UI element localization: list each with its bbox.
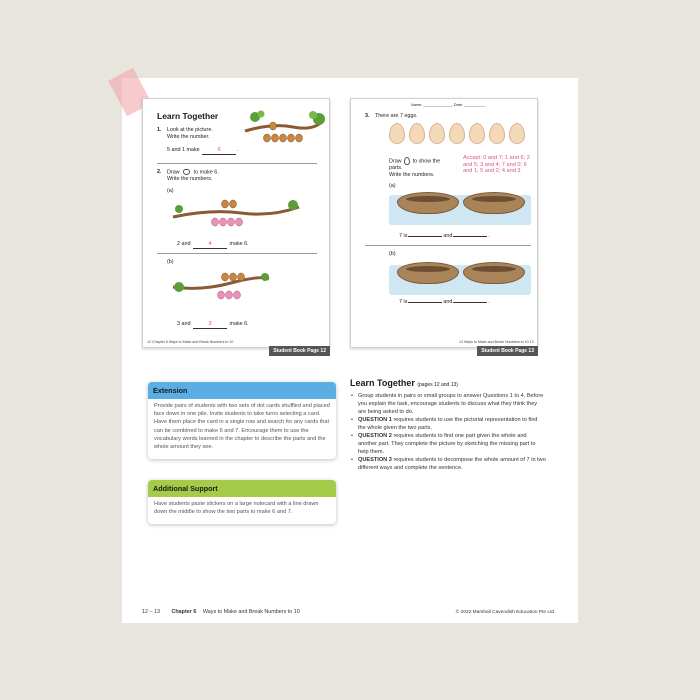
divider (157, 163, 317, 164)
page-footer-small: 13 Ways to Make and Break Numbers to 10 13 (459, 340, 534, 344)
name-date-header: Name: ______________ Date: __________ (411, 103, 486, 107)
learn-together-heading: Learn Together (157, 111, 219, 121)
extension-title: Extension (148, 382, 336, 399)
copyright: © 2022 Marshall Cavendish Education Pte Ltd (455, 610, 554, 615)
question-3b-label: (b) (389, 251, 396, 257)
divider (157, 253, 317, 254)
egg (449, 123, 465, 144)
nest (397, 192, 459, 214)
page-numbers: 12 – 13 (142, 609, 160, 615)
acorn-branch-a-illustration (171, 195, 301, 227)
question-2b-label: (b) (167, 259, 174, 265)
list-item: • Group students in pairs or small groups to answer Questions 1 to 4. Before you explain the task, encourage students to discuss what they think they are being asked to do. (350, 392, 546, 416)
egg-outline-icon (404, 157, 410, 165)
question-2a-answer: 2 and 4 make 6. (177, 241, 249, 247)
egg (409, 123, 425, 144)
learn-together-notes (350, 378, 546, 472)
nest (397, 262, 459, 284)
divider (365, 245, 531, 246)
answer-blank: 6 (202, 147, 236, 155)
student-book-page-12 (142, 98, 330, 354)
egg (509, 123, 525, 144)
acorn-branch-illustration (243, 109, 325, 143)
question-2: 2. Draw to make 6. Write the numbers. (a) (157, 169, 219, 195)
nest (463, 192, 525, 214)
list-item: • QUESTION 2 requires students to find one part given the whole and another part. They complete the picture by sketching the missing part to help them. (350, 432, 546, 456)
student-book-tag: Student Book Page 12 (269, 346, 330, 356)
question-3b-answer: 7 is and . (399, 299, 490, 305)
list-item: • QUESTION 3 requires students to decompose the whole amount of 7 in two different ways and complete the sentence. (350, 456, 546, 472)
question-3a-answer: 7 is and . (399, 233, 490, 239)
extension-body: Provide pairs of students with two sets of dot cards shuffled and placed face down in one pile. Invite students to take turns selecting a card. Have them place the card in a single row and search for any cards that can be combined to make 6 and 7. Encourage them to use the vocabulary words learned in the chapter to describe the parts and the whole amount they see. (154, 403, 330, 451)
draw-instruction: Draw to show the parts. Write the numbers. (389, 158, 441, 179)
list-item: • QUESTION 1 requires students to use the pictorial representation to find the whole given the two parts. (350, 416, 546, 432)
egg (429, 123, 445, 144)
question-2b-answer: 3 and 3 make 6. (177, 321, 249, 327)
egg (389, 123, 405, 144)
learn-together-list (350, 392, 546, 472)
answer-blank: 3 (193, 321, 227, 329)
chapter-title: Ways to Make and Break Numbers to 10 (202, 609, 300, 615)
acorn-branch-b-illustration (171, 267, 271, 301)
answer-note: Accept: 0 and 7; 1 and 6; 2 and 5; 3 and 4; 7 and 0; 6 and 1; 5 and 2; 4 and 3 (463, 155, 530, 175)
question-3: 3. There are 7 eggs. (365, 113, 418, 119)
learn-together-notes-title: Learn Together (pages 12 and 13) (350, 378, 458, 388)
extension-card (148, 382, 336, 459)
page-footer-small: 12 Chapter 6 Ways to Make and Break Numbers to 10 (147, 340, 234, 344)
nest (463, 262, 525, 284)
question-1: 1. Look at the picture. Write the number. 5 and 1 make 6 . (157, 127, 239, 153)
answer-blank: 4 (193, 241, 227, 249)
additional-support-body: Have students paste stickers on a large notecard with a line drawn down the middle to show the two parts to make 6 and 7. (154, 501, 319, 516)
egg (489, 123, 505, 144)
acorn-outline-icon (183, 169, 190, 175)
additional-support-card (148, 480, 336, 524)
student-book-tag: Student Book Page 13 (477, 346, 538, 356)
student-book-page-13 (350, 98, 538, 354)
chapter-label: Chapter 6 (171, 609, 197, 615)
teacher-guide-page (122, 78, 578, 623)
page-footer (142, 609, 300, 615)
additional-support-title: Additional Support (148, 480, 336, 497)
question-3a-label: (a) (389, 183, 396, 189)
egg (469, 123, 485, 144)
